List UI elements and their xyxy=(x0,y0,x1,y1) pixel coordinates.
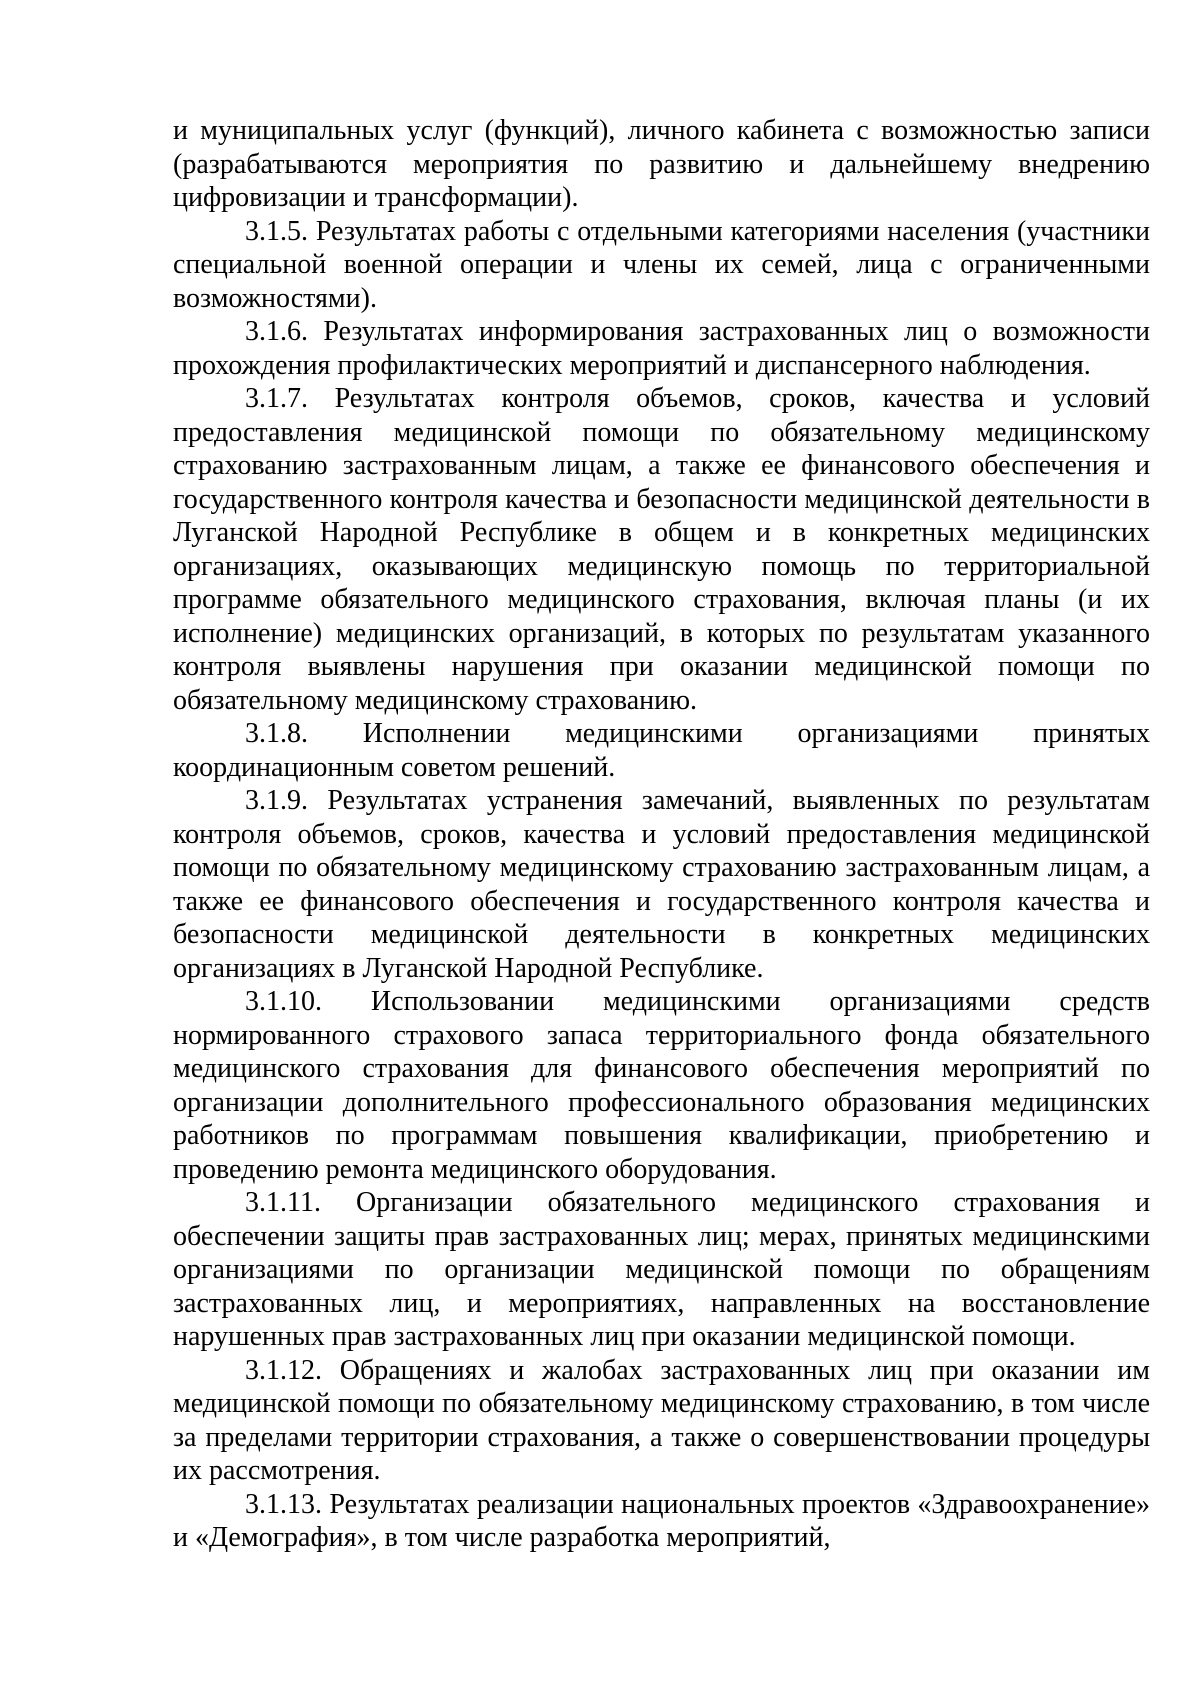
document-page xyxy=(173,114,1150,1555)
paragraph-3-1-6 xyxy=(173,315,1150,382)
paragraph-text: Результатах информирования застрахованных лиц о возможности прохождения профилактических мероприятий и диспансерного наблюдения. xyxy=(173,316,1150,381)
paragraph-number: 3.1.12. xyxy=(245,1354,322,1386)
paragraph-3-1-12 xyxy=(173,1354,1150,1488)
paragraph-number: 3.1.6. xyxy=(245,316,308,347)
paragraph-number: 3.1.11. xyxy=(245,1187,321,1218)
paragraph-number: 3.1.8. xyxy=(245,718,308,749)
paragraph-3-1-10 xyxy=(173,985,1150,1186)
paragraph-3-1-13 xyxy=(173,1488,1150,1555)
paragraph-number: 3.1.9. xyxy=(245,785,308,816)
paragraph-text: и муниципальных услуг (функций), личного кабинета с возможностью записи (разрабатываются мероприятия по развитию и дальнейшему внедрению цифровизации и трансформации). xyxy=(173,115,1150,213)
paragraph-3-1-8 xyxy=(173,717,1150,784)
paragraph-3-1-9 xyxy=(173,784,1150,985)
paragraph-text: Результатах работы с отдельными категориями населения (участники специальной военной операции и члены их семей, лица с ограниченными возможностями). xyxy=(173,215,1151,314)
paragraph-number: 3.1.5. xyxy=(245,215,308,247)
paragraph-3-1-5 xyxy=(173,215,1150,316)
paragraph-text: Организации обязательного медицинского страхования и обеспечении защиты прав застрахованных лиц; мерах, принятых медицинскими организациями по организации медицинской помощи по обращениям застрахованных лиц, и мероприятиях, направленных на восстановление нарушенных прав застрахованных лиц при оказании медицинской помощи. xyxy=(173,1187,1151,1352)
paragraph-continuation xyxy=(173,114,1150,215)
paragraph-text: Результатах контроля объемов, сроков, качества и условий предоставления медицинской помощи по обязательному медицинскому страхованию застрахованным лицам, а также ее финансового обеспечения и государственного контроля качества и безопасности медицинской деятельности в Луганской Народной Республике в общем и в конкретных медицинских организациях, оказывающих медицинскую помощь по территориальной программе обязательного медицинского страхования, включая планы (и их исполнение) медицинских организаций, в которых по результатам указанного контроля выявлены нарушения при оказании медицинской помощи по обязательному медицинскому страхованию. xyxy=(173,383,1150,716)
paragraph-number: 3.1.7. xyxy=(245,383,308,414)
paragraph-3-1-7 xyxy=(173,382,1150,717)
paragraph-text: Использовании медицинскими организациями средств нормированного страхового запаса территориального фонда обязательного медицинского страхования для финансового обеспечения мероприятий по организации дополнительного профессионального образования медицинских работников по программам повышения квалификации, приобретению и проведению ремонта медицинского оборудования. xyxy=(173,986,1151,1185)
paragraph-number: 3.1.13. xyxy=(245,1488,322,1520)
paragraph-3-1-11 xyxy=(173,1186,1150,1354)
paragraph-number: 3.1.10. xyxy=(245,986,322,1017)
paragraph-text: Результатах устранения замечаний, выявленных по результатам контроля объемов, сроков, качества и условий предоставления медицинской помощи по обязательному медицинскому страхованию застрахованным лицам, а также ее финансового обеспечения и государственного контроля качества и безопасности медицинской деятельности в конкретных медицинских организациях в Луганской Народной Республике. xyxy=(173,785,1150,984)
paragraph-text: Обращениях и жалобах застрахованных лиц при оказании им медицинской помощи по обязательному медицинскому страхованию, в том числе за пределами территории страхования, а также о совершенствовании процедуры их рассмотрения. xyxy=(173,1354,1151,1486)
paragraph-text: Исполнении медицинскими организациями принятых координационным советом решений. xyxy=(173,718,1150,783)
paragraph-text: Результатах реализации национальных проектов «Здравоохранение» и «Демография», в том числе разработка мероприятий, xyxy=(173,1488,1151,1553)
